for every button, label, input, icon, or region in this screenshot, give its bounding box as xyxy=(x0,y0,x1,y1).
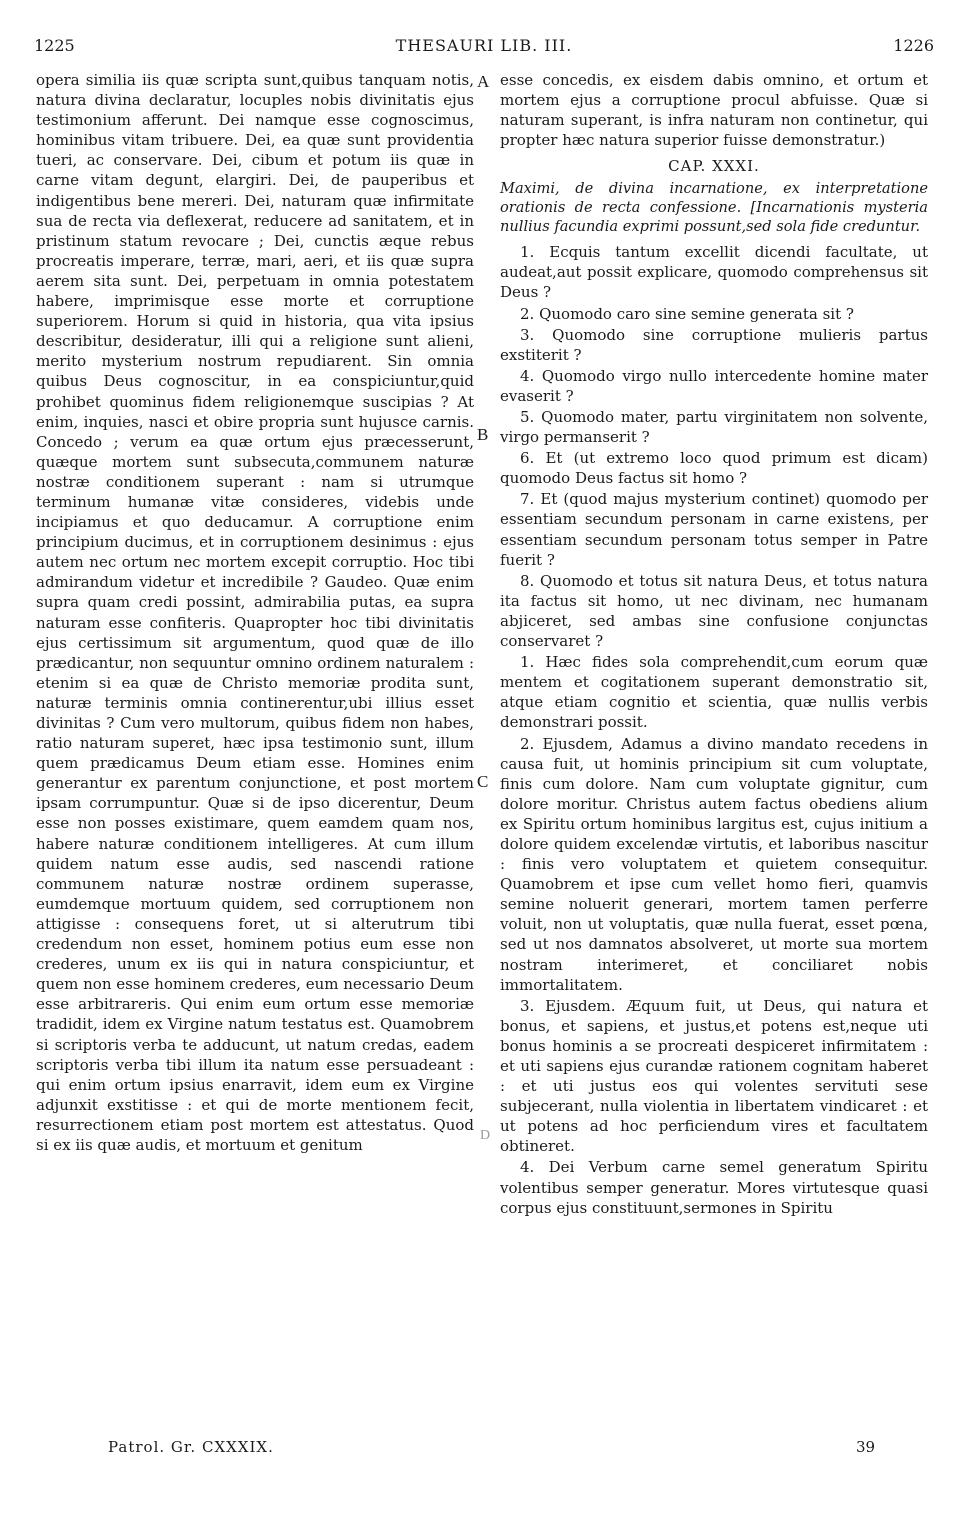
left-column xyxy=(36,70,474,1155)
answer-1: 1. Hæc fides sola comprehendit,cum eorum quæ mentem et cogitationem superant demonstratio sit, atque etiam cognitio et scientia, quæ nullis verbis demonstrari possit. xyxy=(500,653,928,732)
running-title: THESAURI LIB. III. xyxy=(395,36,573,55)
right-column xyxy=(500,70,928,1219)
answer-4: 4. Dei Verbum carne semel generatum Spiritu volentibus semper generatur. Mores virtutesque quasi corpus ejus constituunt,sermones in Spiritu xyxy=(500,1158,928,1217)
question-8: 8. Quomodo et totus sit natura Deus, et totus natura ita factus sit homo, ut nec divinam, nec humanam abjiceret, sed ambas sine confusione conjunctas conservaret ? xyxy=(500,571,928,651)
margin-marker-d: D xyxy=(480,1128,491,1143)
question-2: 2. Quomodo caro sine semine generata sit ? xyxy=(520,304,854,323)
answer-3: 3. Ejusdem. Æquum fuit, ut Deus, qui natura et bonus, et sapiens, et justus,et potens est,neque uti bonus hominis a se procreati despiceret infirmitatem : et uti sapiens ejus curandæ rationem cognitam haberet : et uti justus eos qui volentes servituti sese subjecerant, nulla violentia in libertatem vindicaret : et ut potens ad hoc perficiendum vires et facultatem obtineret. xyxy=(500,996,928,1156)
question-5: 5. Quomodo mater, partu virginitatem non solvente, virgo permanserit ? xyxy=(500,408,928,447)
left-page-number: 1225 xyxy=(34,36,75,55)
question-7: 7. Et (quod majus mysterium continet) quomodo per essentiam secundum personam in carne existens, per essentiam secundum personam totus semper in Patre fuerit ? xyxy=(500,490,928,569)
page-header xyxy=(34,36,934,58)
chapter-title: CAP. XXXI. xyxy=(668,157,760,176)
question-4: 4. Quomodo virgo nullo intercedente homine mater evaserit ? xyxy=(500,366,928,405)
question-3: 3. Quomodo sine corruptione mulieris partus exstiterit ? xyxy=(500,325,928,364)
footer-series: Patrol. Gr. CXXXIX. xyxy=(108,1438,274,1456)
margin-marker-b: B xyxy=(477,425,489,444)
question-6: 6. Et (ut extremo loco quod primum est dicam) quomodo Deus factus sit homo ? xyxy=(500,449,928,488)
question-1: 1. Ecquis tantum excellit dicendi facultate, ut audeat,aut possit explicare, quomodo comprehensus sit Deus ? xyxy=(500,243,928,302)
footer-signature: 39 xyxy=(856,1438,876,1456)
chapter-summary: Maximi, de divina incarnatione, ex interpretatione orationis de recta confessione. [Incarnationis mysteria nullius facundia exprimi possunt,sed sola fide creduntur. xyxy=(500,180,928,235)
answer-2: 2. Ejusdem, Adamus a divino mandato recedens in causa fuit, ut hominis principium sit cum voluptate, finis cum dolore. Nam cum voluptate gignitur, cum dolore moritur. Christus autem factus obediens alium ex Spiritu ortum hominibus largitus est, cujus initium a dolore quidem excelendæ virtutis, et laboribus nascitur : finis vero voluptatem et quietem consequitur. Quamobrem et ipse cum vellet homo fieri, quamvis semine noluerit generari, mortem tamen perferre voluit, non ut voluptatis, quæ nulla fuerat, esset pœna, sed ut nos damnatos absolveret, ut morte sua mortem nostram interimeret, et conciliaret nobis immortalitatem. xyxy=(500,734,928,994)
right-page-number: 1226 xyxy=(893,36,934,55)
right-column-intro: esse concedis, ex eisdem dabis omnino, et ortum et mortem ejus a corruptione procul abfuisse. Quæ si naturam superant, is infra naturam non continetur, qui propter hæc natura superior fuisse demonstratur.) xyxy=(500,71,928,150)
margin-marker-a: A xyxy=(477,72,490,91)
margin-marker-c: C xyxy=(477,772,489,791)
left-column-text: opera similia iis quæ scripta sunt,quibus tanquam notis, natura divina declaratur, locuples nobis divinitatis ejus testimonium afferunt. Dei namque esse cognoscimus, hominibus vitam tribuere. Dei, ea quæ sunt providentia tueri, ac conservare. Dei, cibum et potum iis quæ in carne vitam degunt, elargiri. Dei, de pauperibus et indigentibus bene mereri. Dei, naturam quæ infirmitate sua de recta via deflexerat, reducere ad sanitatem, et in pristinum statum revocare ; Dei, cunctis æque rebus procreatis imperare, terræ, mari, aeri, et iis quæ supra aerem sita sunt. Dei, perpetuam in omnia potestatem habere, imprimisque esse morte et corruptione superiorem. Horum si quid in historia, qua vita ipsius describitur, desideratur, illi qui a religione sunt alieni, merito mysterium nostrum repudiarent. Sin omnia quibus Deus cognoscitur, in ea conspiciuntur,quid prohibet quominus fidem religionemque suscipias ? At enim, inquies, nasci et obire propria sunt hujusce carnis. Concedo ; verum ea quæ ortum ejus præcesserunt, quæque mortem sunt subsecuta,communem naturæ nostræ conditionem superant : nam si utrumque terminum humanæ vitæ consideres, videbis unde incipiamus et quo deducamur. A corruptione enim principium ducimus, et in corruptionem desinimus : ejus autem nec ortum nec mortem excepit corruptio. Hoc tibi admirandum videtur et incredibile ? Gaudeo. Quæ enim supra quam credi possint, admirabilia putas, ea supra naturam esse confiteris. Quapropter hoc tibi divinitatis ejus certissimum sit argumentum, quod quæ de illo prædicantur, non sequuntur omnino ordinem naturalem : etenim si ea quæ de Christo memoriæ prodita sunt, naturæ terminis omnia continerentur,ubi illius esset divinitas ? Cum vero multorum, quibus fidem non habes, ratio naturam superet, hæc ipsa testimonio sunt, illum quem prædicamus Deum etiam esse. Homines enim generantur ex parentum conjunctione, et post mortem ipsam corrumpuntur. Quæ si de ipso dicerentur, Deum esse non posses existimare, quem eamdem quam nos, habere naturæ conditionem intelligeres. At cum illum quidem natum esse audis, sed nascendi ratione communem naturæ nostræ ordinem superasse, eumdemque mortuum quidem, sed corruptionem non attigisse : consequens foret, ut si alterutrum tibi credendum non esset, hominem potius eum esse non crederes, unum ex iis qui in natura conspiciuntur, et quem non esse hominem crederes, eum necessario Deum esse arbitrareris. Qui enim eum ortum esse memoriæ tradidit, idem ex Virgine natum testatus est. Quamobrem si scriptoris verba te adducunt, ut natum credas, eadem scriptoris verba tibi illum ita natum esse persuadeant : qui enim ortum ipsius enarravit, idem eum ex Virgine adjunxit exstitisse : et qui de morte mentionem fecit, resurrectionem etiam post mortem est attestatus. Quod si ex iis quæ audis, et mortuum et genitum xyxy=(36,71,474,1154)
